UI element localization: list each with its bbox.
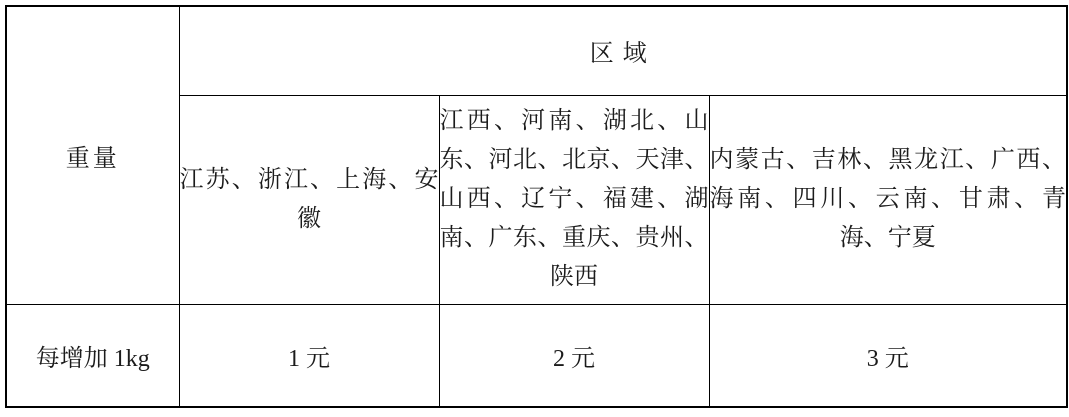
region-zone-3-cell: 内蒙古、吉林、黑龙江、广西、海南、四川、云南、甘肃、青海、宁夏 (709, 95, 1067, 304)
region-header-row (6, 6, 1067, 95)
price-zone-2-cell: 2 元 (439, 304, 709, 407)
region-zone-1-cell: 江苏、浙江、上海、安徽 (179, 95, 439, 304)
price-zone-3-cell: 3 元 (709, 304, 1067, 407)
weight-header-cell: 重量 (6, 6, 179, 304)
price-zone-1-cell: 1 元 (179, 304, 439, 407)
region-header-cell: 区域 (179, 6, 1067, 95)
shipping-fee-table (5, 5, 1068, 408)
price-row (6, 304, 1067, 407)
region-zone-2-cell: 江西、河南、湖北、山东、河北、北京、天津、山西、辽宁、福建、湖南、广东、重庆、贵州、陕西 (439, 95, 709, 304)
weight-increment-label-cell: 每增加 1kg (6, 304, 179, 407)
